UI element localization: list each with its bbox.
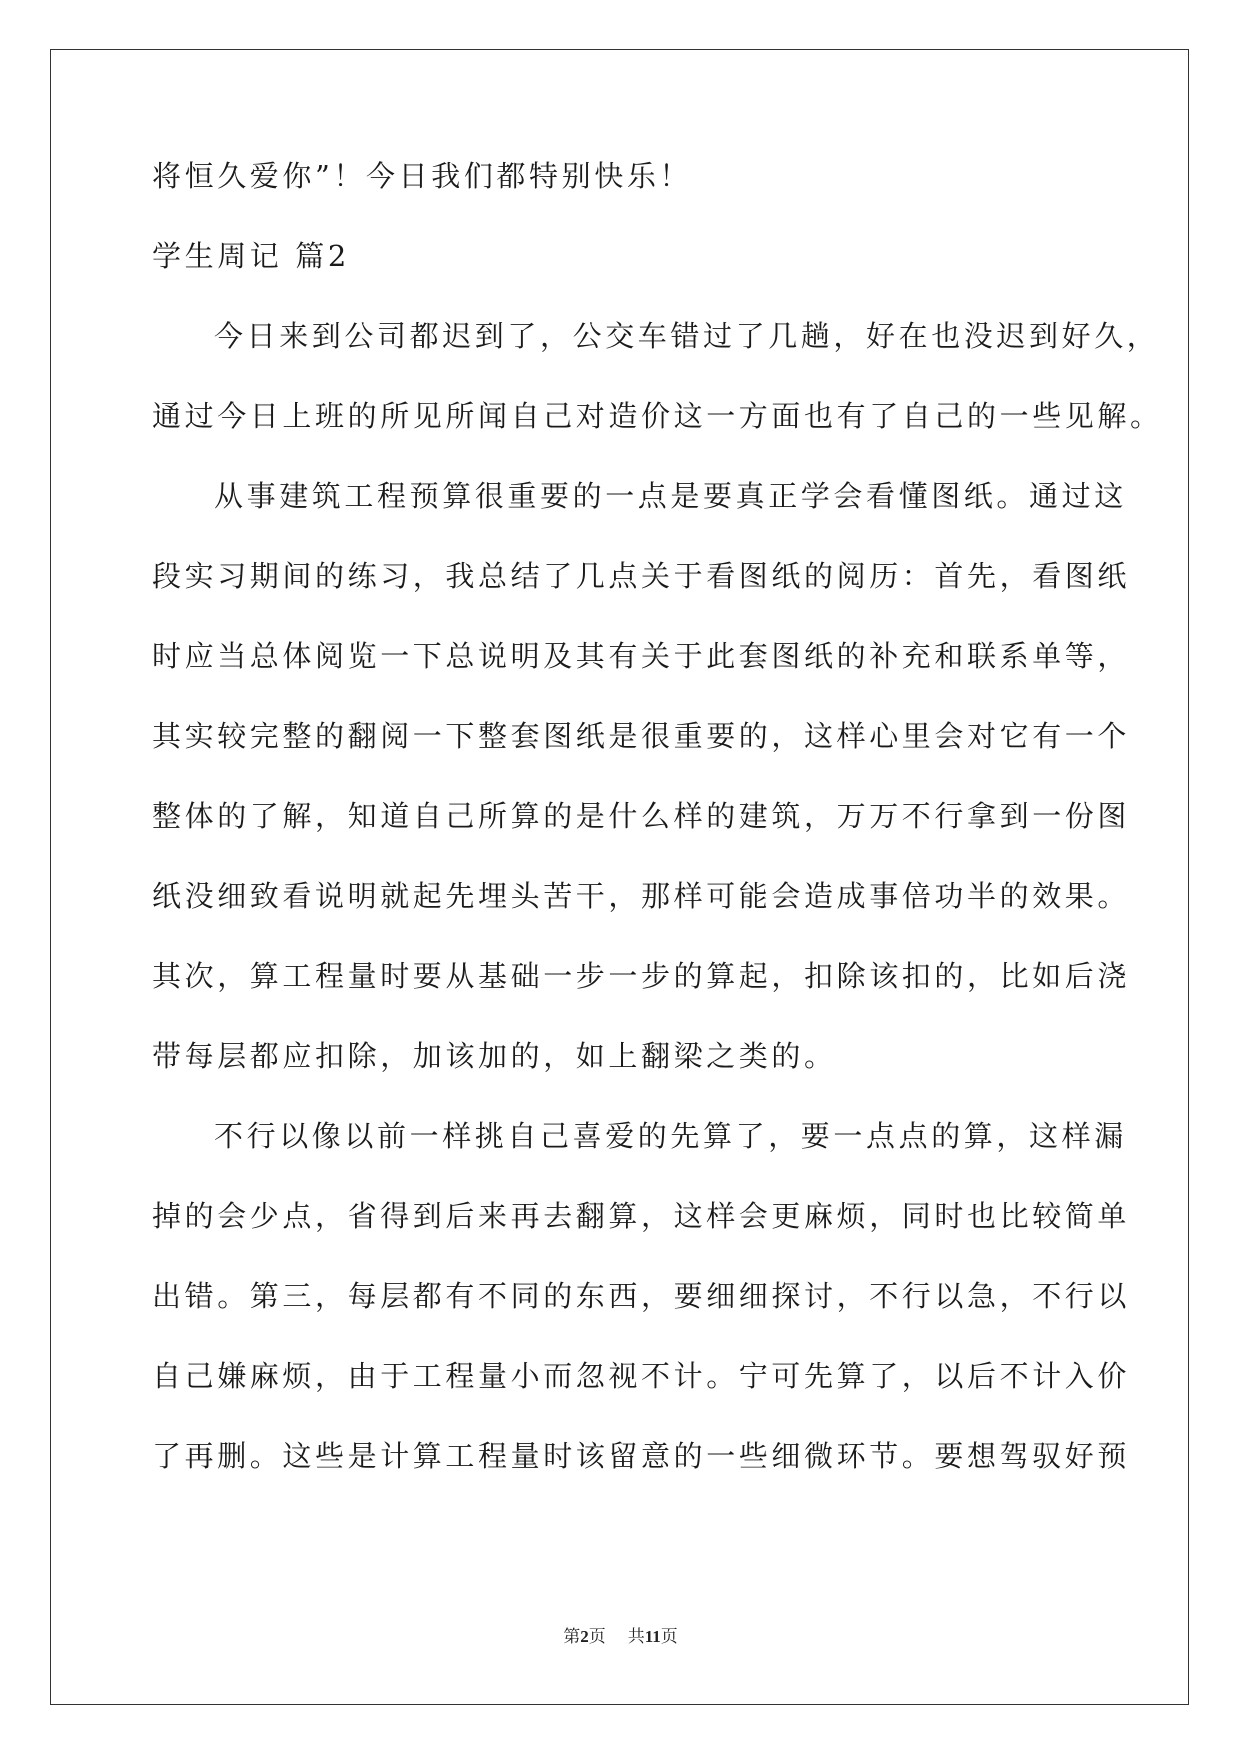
total-prefix: 共 [627,1627,645,1646]
page-current: 2 [580,1627,589,1646]
text-line-12: 带每层都应扣除，加该加的，如上翻梁之类的。 [152,1039,837,1073]
page-prefix: 第 [563,1627,581,1646]
text-line-14: 掉的会少点，省得到后来再去翻算，这样会更麻烦，同时也比较简单 [152,1199,1131,1233]
text-line-15: 出错。第三，每层都有不同的东西，要细细探讨，不行以急，不行以 [152,1279,1131,1313]
text-line-13: 不行以像以前一样挑自己喜爱的先算了，要一点点的算，这样漏 [214,1119,1127,1153]
text-line-8: 其实较完整的翻阅一下整套图纸是很重要的，这样心里会对它有一个 [152,719,1131,753]
text-line-17: 了再删。这些是计算工程量时该留意的一些细微环节。要想驾驭好预 [152,1439,1131,1473]
text-line-10: 纸没细致看说明就起先埋头苦干，那样可能会造成事倍功半的效果。 [152,879,1131,913]
page-suffix: 页 [588,1627,606,1646]
text-line-4: 通过今日上班的所见所闻自己对造价这一方面也有了自己的一些见解。 [152,399,1163,433]
text-line-6: 段实习期间的练习，我总结了几点关于看图纸的阅历：首先，看图纸 [152,559,1131,593]
text-line-7: 时应当总体阅览一下总说明及其有关于此套图纸的补充和联系单等， [152,639,1131,673]
total-suffix: 页 [660,1627,678,1646]
text-line-3: 今日来到公司都迟到了，公交车错过了几趟，好在也没迟到好久， [214,319,1160,353]
text-line-9: 整体的了解，知道自己所算的是什么样的建筑，万万不行拿到一份图 [152,799,1131,833]
text-line-1: 将恒久爱你”！今日我们都特别快乐！ [152,159,693,193]
page-footer [0,1622,1241,1647]
page-total: 11 [644,1627,661,1646]
text-line-5: 从事建筑工程预算很重要的一点是要真正学会看懂图纸。通过这 [214,479,1127,513]
text-line-11: 其次，算工程量时要从基础一步一步的算起，扣除该扣的，比如后浇 [152,959,1131,993]
section-heading: 学生周记 篇2 [152,239,350,273]
text-line-16: 自己嫌麻烦，由于工程量小而忽视不计。宁可先算了，以后不计入价 [152,1359,1131,1393]
